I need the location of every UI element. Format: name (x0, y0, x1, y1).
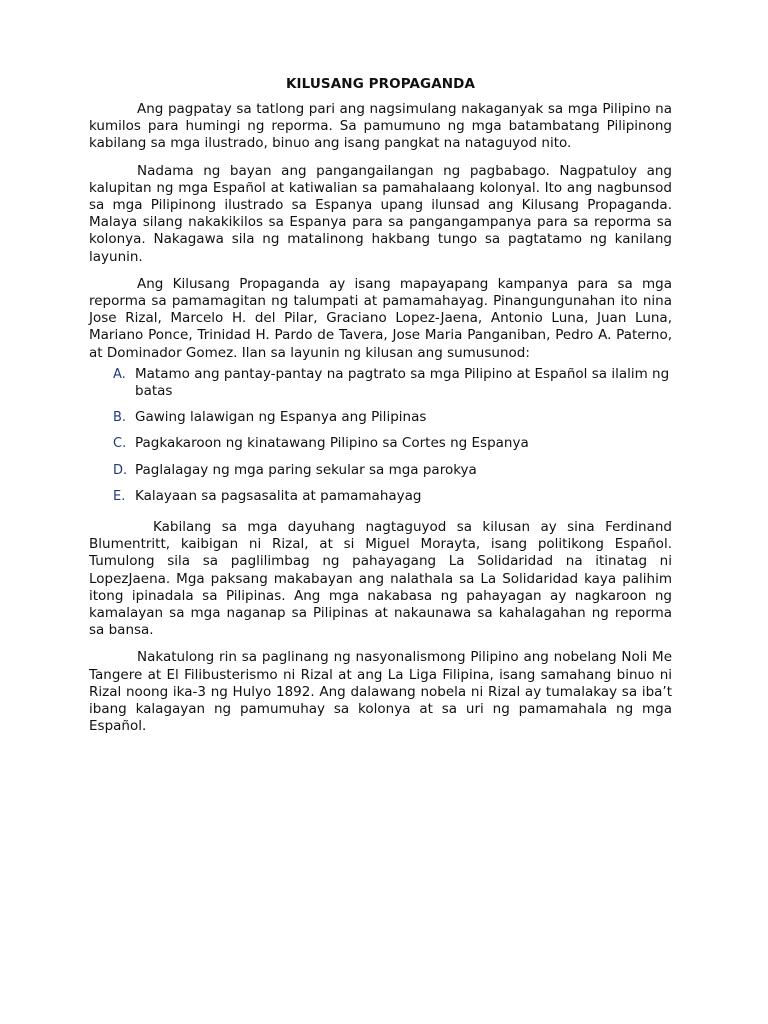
list-item-text: Pagkakaroon ng kinatawang Pilipino sa Cortes ng Espanya (135, 435, 529, 452)
paragraph-4: Kabilang sa mga dayuhang nagtaguyod sa kilusan ay sina Ferdinand Blumentritt, kaibigan ni Rizal, at si Miguel Morayta, isang politikong Español. Tumulong sila sa paglilimbag ng pahayagang La Solidaridad na itinatag ni LopezJaena. Mga paksang makabayan ang nalathala sa La Solidaridad kaya palihim itong ipinadala sa Pilipinas. Ang mga nakabasa ng pahayagan ay nagkaroon ng kamalayan sa mga naganap sa Pilipinas at nakaunawa sa kahalagahan ng reporma sa bansa. (89, 519, 672, 639)
document-page (89, 76, 672, 746)
list-item (113, 462, 672, 479)
list-item (113, 409, 672, 426)
list-marker: A. (113, 366, 126, 382)
list-item-text: Paglalagay ng mga paring sekular sa mga parokya (135, 461, 477, 478)
list-item (113, 435, 672, 452)
list-marker: D. (113, 462, 128, 478)
list-item (113, 488, 672, 505)
list-marker: B. (113, 410, 127, 426)
list-item-text: Kalayaan sa pagsasalita at pamamahayag (135, 487, 422, 504)
list-item-text: Gawing lalawigan ng Espanya ang Pilipinas (135, 409, 427, 426)
page-title: KILUSANG PROPAGANDA (285, 76, 476, 92)
paragraph-2: Nadama ng bayan ang pangangailangan ng pagbabago. Nagpatuloy ang kalupitan ng mga Español at katiwalian sa pamahalaang kolonyal. Ito ang nagbunsod sa mga Pilipinong ilustrado sa Espanya upang ilunsad ang Kilusang Propaganda. Malaya silang nakakikilos sa Espanya para sa pangangampanya para sa reporma sa kolonya. Nakagawa sila ng matalinong hakbang tungo sa pagtatamo ng kanilang layunin. (89, 162, 672, 265)
paragraph-1: Ang pagpatay sa tatlong pari ang nagsimulang nakaganyak sa mga Pilipino na kumilos para humingi ng reporma. Sa pamumuno ng mga batambatang Pilipinong kabilang sa mga ilustrado, binuo ang isang pangkat na nataguyod nito. (89, 101, 672, 152)
objectives-list (89, 366, 672, 505)
paragraph-5: Nakatulong rin sa paglinang ng nasyonalismong Pilipino ang nobelang Noli Me Tangere at El Filibusterismo ni Rizal at ang La Liga Filipina, isang samahang binuo ni Rizal noong ika-3 ng Hulyo 1892. Ang dalawang nobela ni Rizal ay tumalakay sa iba’t ibang kalagayan ng pamumuhay sa kolonya at sa uri ng pamamahala ng mga Español. (89, 649, 672, 735)
list-marker: C. (113, 436, 127, 452)
list-item-text: Matamo ang pantay-pantay na pagtrato sa mga Pilipino at Español sa ilalim ng batas (135, 365, 670, 400)
paragraph-3: Ang Kilusang Propaganda ay isang mapayapang kampanya para sa mga reporma sa pamamagitan ng talumpati at pamamahayag. Pinangungunahan ito nina Jose Rizal, Marcelo H. del Pilar, Graciano Lopez-Jaena, Antonio Luna, Juan Luna, Mariano Ponce, Trinidad H. Pardo de Tavera, Jose Maria Panganiban, Pedro A. Paterno, at Dominador Gomez. Ilan sa layunin ng kilusan ang sumusunod: (89, 275, 672, 361)
list-marker: E. (113, 488, 126, 504)
list-item (113, 366, 672, 400)
